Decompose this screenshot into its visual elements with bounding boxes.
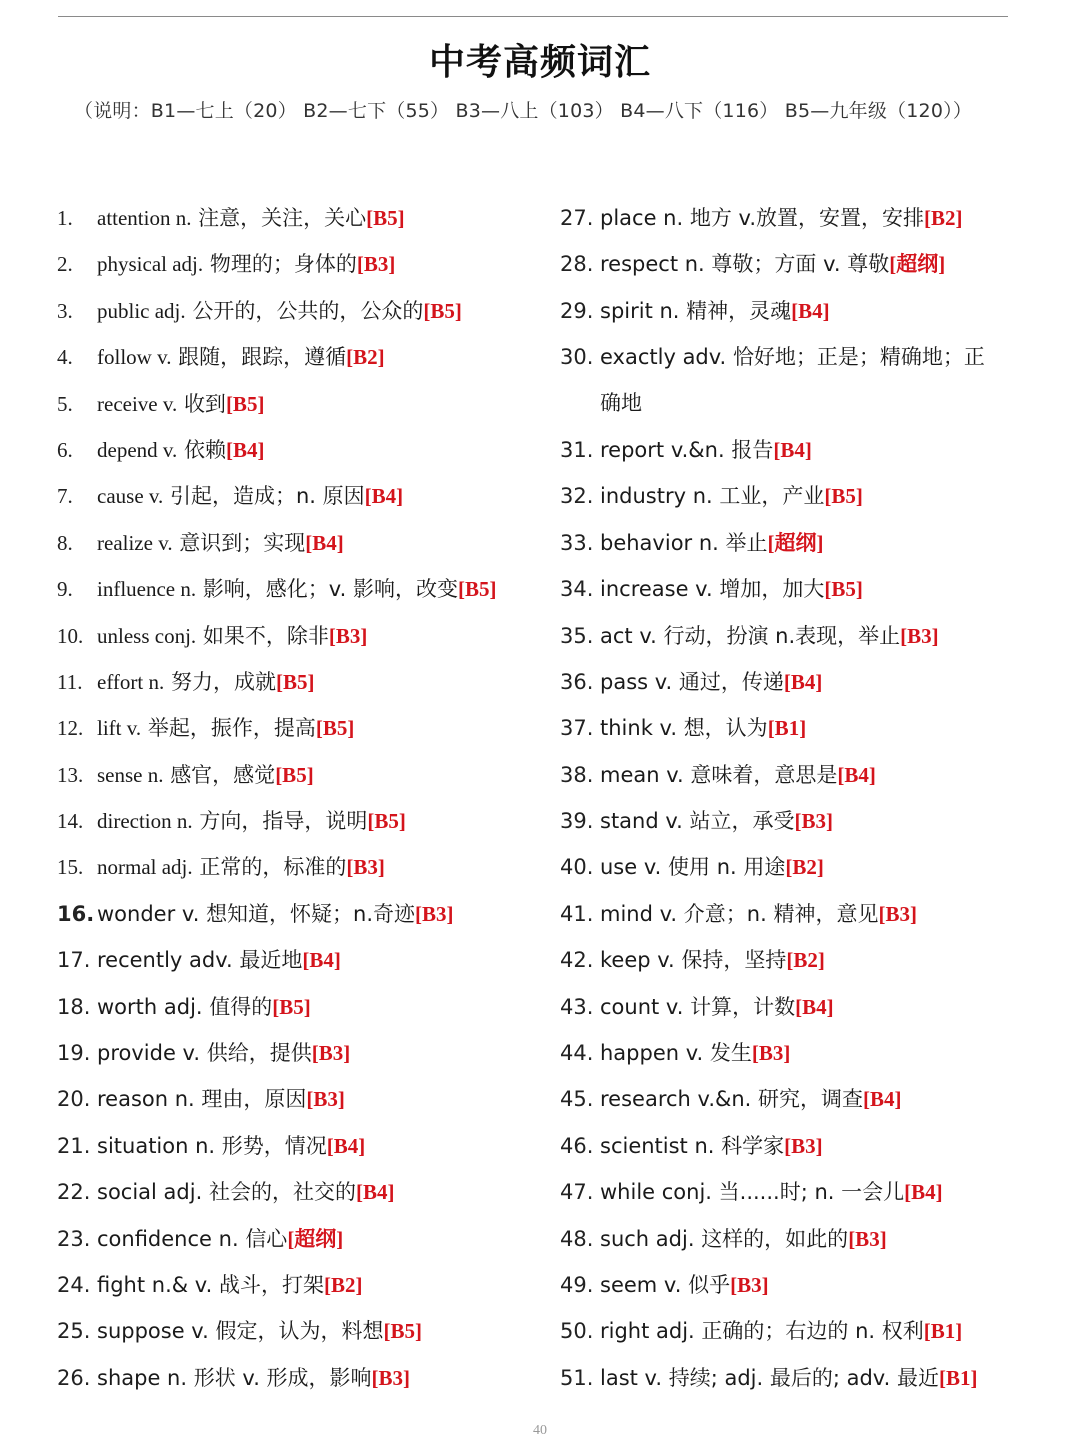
level-tag: [B3] [328, 623, 368, 648]
level-tag: [B5] [423, 298, 462, 323]
vocab-entry [57, 1356, 527, 1402]
vocab-entry [560, 1356, 1014, 1402]
entry-word: normal adj. [97, 855, 193, 880]
vocab-entry [57, 706, 527, 752]
entry-word: provide v. [97, 1041, 201, 1066]
vocab-entry [560, 614, 1014, 660]
entry-word: exactly adv. [600, 345, 727, 370]
entry-definition: 形势，情况 [221, 1133, 327, 1158]
level-tag: [B4] [326, 1133, 366, 1158]
entry-number: 5. [57, 391, 73, 416]
level-tag: [B3] [878, 901, 917, 926]
entry-word: pass v. [600, 669, 673, 694]
entry-definition: 报告 [731, 437, 774, 462]
entry-word: mean v. [600, 762, 684, 787]
entry-number: 16. [57, 901, 95, 926]
entry-number: 15. [57, 855, 84, 880]
vocab-entry [57, 1077, 527, 1123]
entry-definition: 感官，感觉 [170, 762, 276, 787]
entry-word: act v. [600, 623, 657, 648]
level-tag: [B5] [225, 391, 265, 416]
vocab-entry [560, 196, 1014, 242]
entry-definition: 似乎 [688, 1273, 731, 1297]
vocab-entry [57, 1263, 527, 1309]
entry-number: 27. [560, 206, 594, 230]
vocab-entry [57, 242, 527, 288]
level-tag: [B5] [275, 669, 315, 694]
entry-number: 10. [57, 623, 84, 648]
level-tag: [B1] [767, 716, 807, 741]
vocab-entry [57, 1217, 527, 1263]
entry-definition: 依赖 [183, 437, 226, 462]
entry-number: 30. [560, 345, 594, 370]
entry-definition: 收到 [183, 391, 226, 416]
vocab-entry [560, 567, 1014, 613]
level-tag: [B3] [356, 252, 396, 277]
vocab-entry [560, 799, 1014, 845]
entry-definition: 通过，传递 [678, 669, 784, 694]
entry-word: receive v. [97, 391, 178, 416]
entry-number: 42. [560, 948, 594, 973]
level-tag: [B5] [366, 206, 405, 230]
entry-number: 25. [57, 1319, 91, 1344]
vocab-entry [560, 289, 1014, 335]
entry-number: 38. [560, 762, 594, 787]
vocab-entry [57, 1170, 527, 1216]
level-tag: [超纲] [889, 252, 946, 277]
vocab-entry [560, 892, 1014, 938]
entry-number: 26. [57, 1365, 91, 1390]
entry-number: 1. [57, 206, 73, 230]
entry-word: direction n. [97, 809, 193, 834]
level-tag: [B4] [863, 1087, 902, 1112]
vocab-entry [57, 289, 527, 335]
entry-word: mind v. [600, 901, 678, 926]
entry-definition: 注意，关注，关心 [198, 206, 367, 230]
vocab-list-right [560, 196, 1014, 1402]
vocab-entry [57, 1031, 527, 1077]
vocab-entry [560, 1077, 1014, 1123]
level-tag: [B4] [795, 994, 834, 1019]
entry-word: recently adv. [97, 948, 233, 973]
entry-definition: 尊敬；方面 v. 尊敬 [711, 252, 890, 277]
vocab-entry [560, 242, 1014, 288]
entry-number: 2. [57, 252, 73, 277]
entry-definition: 介意；n. 精神，意见 [683, 901, 879, 926]
entry-number: 23. [57, 1226, 91, 1251]
vocab-entry [560, 706, 1014, 752]
entry-number: 6. [57, 437, 73, 462]
level-tag: [B3] [730, 1273, 769, 1297]
entry-word: physical adj. [97, 252, 204, 277]
vocab-entry [560, 1170, 1014, 1216]
entry-definition-continued [560, 379, 1014, 428]
entry-definition: 公开的，公共的，公众的 [192, 298, 424, 323]
entry-number: 11. [57, 669, 83, 694]
entry-definition: 举止 [725, 530, 768, 555]
vocab-entry [57, 892, 527, 938]
level-tag: [B3] [371, 1365, 411, 1390]
entry-word: public adj. [97, 298, 186, 323]
entry-word: keep v. [600, 948, 675, 973]
entry-number: 50. [560, 1319, 594, 1344]
vocab-entry [57, 567, 527, 613]
entry-definition: 站立，承受 [689, 809, 795, 834]
vocab-entry [560, 1217, 1014, 1263]
entry-definition: 精神，灵魂 [686, 298, 792, 323]
level-tag: [B2] [346, 345, 385, 370]
entry-definition: 想知道，怀疑；n.奇迹 [206, 901, 416, 926]
entry-word: use v. [600, 855, 662, 880]
entry-word: influence n. [97, 577, 197, 602]
entry-definition: 工业，产业 [719, 484, 825, 509]
entry-word: lift v. [97, 716, 142, 741]
level-legend-note: （说明：B1—七上（20） B2—七下（55） B3—八上（103） B4—八下（116） B5—九年级（120）） [74, 100, 973, 122]
entry-number: 32. [560, 484, 594, 509]
level-tag: [B4] [364, 484, 404, 509]
entry-definition: 如果不，除非 [202, 623, 329, 648]
entry-word: right adj. [600, 1319, 695, 1344]
entry-word: increase v. [600, 577, 713, 602]
vocab-entry [560, 985, 1014, 1031]
entry-word: stand v. [600, 809, 683, 834]
entry-definition: 意识到；实现 [179, 530, 306, 555]
level-tag: [B2] [323, 1272, 363, 1297]
entry-word: while conj. [600, 1180, 712, 1205]
level-tag: [B3] [306, 1087, 345, 1112]
level-tag: [B1] [923, 1319, 963, 1344]
entry-definition: 方向，指导，说明 [199, 809, 368, 834]
entry-number: 19. [57, 1041, 91, 1066]
vocab-entry [560, 753, 1014, 799]
entry-number: 36. [560, 669, 594, 694]
entry-word: effort n. [97, 669, 165, 694]
entry-word: depend v. [97, 437, 178, 462]
vocab-entry [560, 1031, 1014, 1077]
level-tag: [B3] [311, 1041, 351, 1066]
entry-number: 21. [57, 1133, 91, 1158]
vocab-entry [57, 985, 527, 1031]
level-tag: [B4] [791, 298, 830, 323]
entry-definition: 形状 v. 形成，影响 [193, 1365, 372, 1390]
entry-word: scientist n. [600, 1133, 715, 1158]
entry-number: 31. [560, 437, 594, 462]
vocab-entry [560, 1263, 1014, 1309]
level-tag: [超纲] [287, 1226, 344, 1251]
entry-definition: 最近地 [239, 948, 303, 973]
vocab-entry [57, 938, 527, 984]
level-tag: [B5] [272, 994, 311, 1019]
entry-definition: 当......时; n. 一会儿 [718, 1180, 905, 1205]
level-tag: [B2] [924, 206, 963, 230]
level-tag: [B3] [346, 855, 385, 880]
entry-number: 47. [560, 1180, 594, 1205]
level-tag: [B4] [783, 669, 823, 694]
vocab-entry [560, 1309, 1014, 1355]
entry-word: realize v. [97, 530, 173, 555]
vocab-entry [57, 1124, 527, 1170]
entry-definition: 引起，造成；n. 原因 [169, 484, 365, 509]
entry-definition: 研究，调查 [758, 1087, 864, 1112]
vocab-entry [560, 938, 1014, 984]
vocab-entry [57, 196, 527, 242]
entry-number: 41. [560, 901, 594, 926]
entry-word: respect n. [600, 252, 705, 277]
entry-word: shape n. [97, 1365, 188, 1390]
entry-number: 3. [57, 298, 73, 323]
vocab-entry [57, 335, 527, 381]
vocab-list-left [57, 196, 527, 1402]
entry-word: sense n. [97, 762, 164, 787]
entry-word: cause v. [97, 484, 164, 509]
entry-word: count v. [600, 994, 684, 1019]
entry-definition: 值得的 [209, 994, 273, 1019]
entry-word: confidence n. [97, 1226, 239, 1251]
entry-definition: 发生 [709, 1041, 752, 1066]
vocab-entry [57, 428, 527, 474]
entry-definition: 持续; adj. 最后的; adv. 最近 [668, 1365, 939, 1390]
vocab-entry [57, 521, 527, 567]
level-tag: [B5] [383, 1319, 422, 1344]
level-tag: [B4] [773, 437, 812, 462]
entry-number: 44. [560, 1041, 594, 1066]
entry-number: 28. [560, 252, 594, 277]
entry-number: 33. [560, 530, 594, 555]
entry-definition: 物理的；身体的 [209, 252, 357, 277]
vocab-entry [57, 382, 527, 428]
entry-word: attention n. [97, 206, 192, 230]
vocab-entry [560, 660, 1014, 706]
entry-definition: 使用 n. 用途 [668, 855, 786, 880]
level-tag: [超纲] [767, 530, 824, 555]
entry-definition: 战斗，打架 [218, 1272, 324, 1297]
entry-definition: 正确的；右边的 n. 权利 [701, 1319, 924, 1344]
entry-definition: 跟随，跟踪，遵循 [178, 345, 347, 370]
entry-definition: 信心 [245, 1226, 288, 1251]
entry-definition: 影响，感化；v. 影响，改变 [202, 577, 458, 602]
entry-word: seem v. [600, 1273, 682, 1297]
entry-number: 14. [57, 809, 84, 834]
entry-number: 22. [57, 1180, 91, 1205]
vocab-entry [57, 1309, 527, 1355]
entry-word: happen v. [600, 1041, 704, 1066]
level-tag: [B5] [824, 484, 863, 509]
entry-number: 9. [57, 577, 73, 602]
entry-number: 17. [57, 948, 91, 973]
entry-word: behavior n. [600, 530, 719, 555]
level-tag: [B5] [824, 577, 863, 602]
level-tag: [B5] [367, 809, 406, 834]
entry-number: 51. [560, 1365, 594, 1390]
entry-number: 35. [560, 623, 594, 648]
entry-number: 39. [560, 809, 594, 834]
level-tag: [B5] [315, 716, 355, 741]
entry-word: follow v. [97, 345, 172, 370]
level-tag: [B4] [305, 530, 344, 555]
entry-number: 40. [560, 855, 594, 880]
entry-number: 34. [560, 577, 594, 602]
entry-word: spirit n. [600, 298, 680, 323]
entry-definition: 社会的，社交的 [208, 1180, 356, 1205]
level-tag: [B3] [900, 623, 939, 648]
entry-definition: 增加，加大 [719, 577, 825, 602]
entry-word: think v. [600, 716, 677, 741]
vocab-entry [560, 521, 1014, 567]
entry-number: 49. [560, 1273, 594, 1297]
vocab-entry [57, 799, 527, 845]
level-tag: [B4] [837, 762, 876, 787]
entry-word: industry n. [600, 484, 713, 509]
entry-definition: 供给，提供 [206, 1041, 312, 1066]
entry-word: fight n.& v. [97, 1272, 213, 1297]
entry-number: 45. [560, 1087, 594, 1112]
page-number: 40 [533, 1423, 547, 1438]
level-tag: [B3] [415, 901, 454, 926]
level-tag: [B2] [785, 855, 824, 880]
vocab-entry [57, 753, 527, 799]
entry-number: 46. [560, 1133, 594, 1158]
entry-number: 4. [57, 345, 73, 370]
level-tag: [B5] [457, 577, 497, 602]
entry-definition: 科学家 [721, 1133, 785, 1158]
entry-definition: 保持，坚持 [681, 948, 787, 973]
entry-word: situation n. [97, 1133, 216, 1158]
level-tag: [B4] [355, 1180, 395, 1205]
level-tag: [B4] [302, 948, 341, 973]
entry-number: 18. [57, 994, 91, 1019]
vocab-entry [57, 474, 527, 520]
entry-number: 13. [57, 762, 84, 787]
entry-word: reason n. [97, 1087, 195, 1112]
level-tag: [B3] [794, 809, 834, 834]
entry-word: research v.&n. [600, 1087, 752, 1112]
entry-definition: 假定，认为，料想 [215, 1319, 384, 1344]
level-tag: [B4] [225, 437, 265, 462]
entry-number: 20. [57, 1087, 91, 1112]
entry-number: 24. [57, 1272, 91, 1297]
entry-word: unless conj. [97, 623, 197, 648]
vocab-entry [560, 428, 1014, 474]
entry-definition: 正常的，标准的 [199, 855, 347, 880]
entry-number: 7. [57, 484, 73, 509]
entry-definition: 努力，成就 [170, 669, 276, 694]
entry-word: place n. [600, 206, 684, 230]
entry-word: wonder v. [97, 901, 200, 926]
entry-definition: 计算，计数 [690, 994, 796, 1019]
entry-definition: 理由，原因 [201, 1087, 307, 1112]
entry-definition: 举起，振作，提高 [147, 716, 316, 741]
entry-definition: 意味着，意思是 [690, 762, 838, 787]
entry-definition: 这样的，如此的 [701, 1226, 849, 1251]
entry-number: 43. [560, 994, 594, 1019]
entry-word: such adj. [600, 1226, 695, 1251]
entry-definition: 行动，扮演 n.表现，举止 [663, 623, 901, 648]
entry-word: report v.&n. [600, 437, 725, 462]
level-tag: [B3] [784, 1133, 823, 1158]
vocab-entry [57, 614, 527, 660]
top-divider [58, 16, 1008, 17]
entry-number: 29. [560, 298, 594, 323]
vocab-entry [560, 335, 1014, 428]
level-tag: [B2] [786, 948, 825, 973]
entry-number: 8. [57, 530, 73, 555]
level-tag: [B3] [848, 1226, 887, 1251]
vocab-entry [560, 1124, 1014, 1170]
entry-number: 12. [57, 716, 84, 741]
entry-word: suppose v. [97, 1319, 209, 1344]
level-tag: [B1] [938, 1365, 978, 1390]
entry-word: last v. [600, 1365, 663, 1390]
entry-definition: 恰好地；正是；精确地；正 [732, 345, 985, 370]
entry-definition-part2: 确地 [600, 391, 642, 416]
level-tag: [B5] [275, 762, 314, 787]
vocab-entry [57, 660, 527, 706]
page-title: 中考高频词汇 [428, 42, 651, 83]
vocab-entry [560, 845, 1014, 891]
entry-number: 37. [560, 716, 594, 741]
entry-definition: 地方 v.放置，安置，安排 [689, 206, 925, 230]
entry-number: 48. [560, 1226, 594, 1251]
entry-word: social adj. [97, 1180, 203, 1205]
entry-word: worth adj. [97, 994, 203, 1019]
level-tag: [B3] [751, 1041, 791, 1066]
entry-definition: 想，认为 [683, 716, 768, 741]
level-tag: [B4] [904, 1180, 943, 1205]
vocab-entry [57, 845, 527, 891]
vocab-entry [560, 474, 1014, 520]
